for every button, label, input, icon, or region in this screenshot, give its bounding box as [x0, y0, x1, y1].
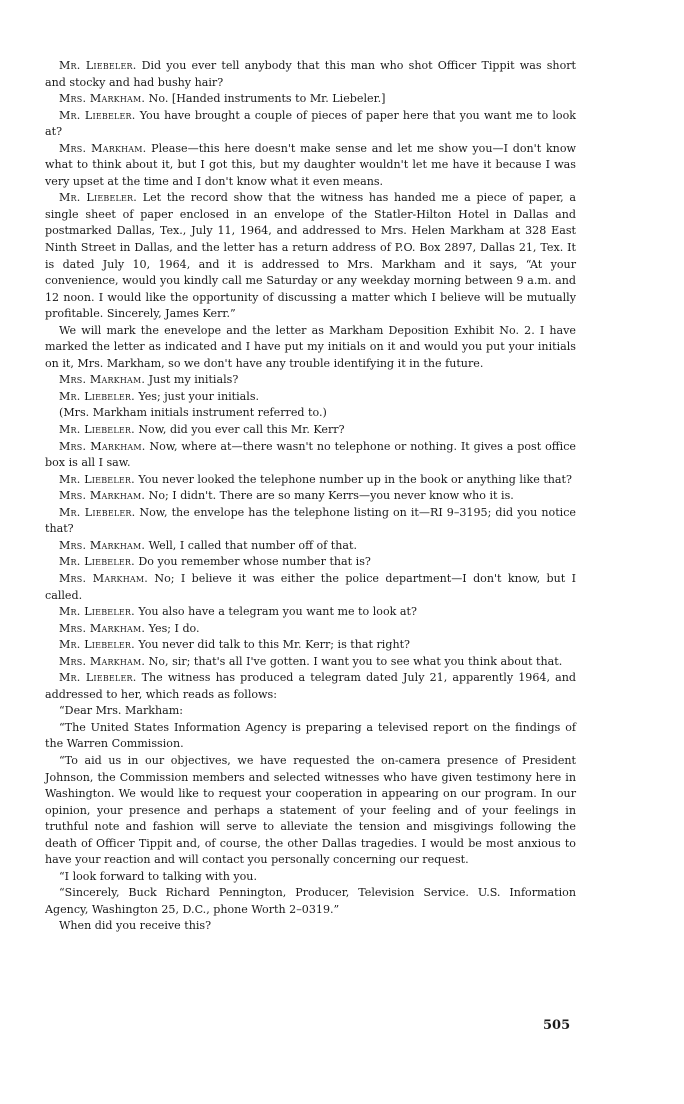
paragraph-text: “Dear Mrs. Markham:: [59, 704, 183, 718]
paragraph: [45, 488, 576, 505]
paragraph: [45, 108, 576, 141]
paragraph-text: (Mrs. Markham initials instrument referred to.): [59, 406, 327, 420]
paragraph: [45, 670, 576, 703]
paragraph: [45, 323, 576, 373]
paragraph-text: You have brought a couple of pieces of paper here that you want me to look at?: [45, 108, 576, 139]
paragraph-text: Please—this here doesn't make sense and let me show you—I don't know what to think about it, but I got this, but my daughter wouldn't let me have it because I was very upset at the time and I don't know what it even means.: [45, 141, 576, 188]
paragraph: [45, 753, 576, 869]
speaker-label: Mr. Liebeler.: [59, 671, 137, 685]
speaker-label: Mrs. Markham.: [59, 373, 146, 387]
paragraph: [45, 621, 576, 638]
speaker-label: Mrs. Markham.: [59, 538, 146, 552]
paragraph: [45, 637, 576, 654]
speaker-label: Mrs. Markham.: [59, 621, 146, 635]
paragraph-text: Now, the envelope has the telephone listing on it—RI 9–3195; did you notice that?: [45, 505, 576, 536]
paragraph: [45, 554, 576, 571]
paragraph: [45, 571, 576, 604]
speaker-label: Mr. Liebeler.: [59, 191, 138, 205]
speaker-label: Mr. Liebeler.: [59, 59, 137, 72]
speaker-label: Mr. Liebeler.: [59, 108, 136, 122]
paragraph: [45, 604, 576, 621]
speaker-label: Mr. Liebeler.: [59, 638, 135, 652]
paragraph: [45, 389, 576, 406]
paragraph-text: Yes; just your initials.: [134, 389, 260, 403]
paragraph: [45, 918, 576, 935]
speaker-label: Mrs. Markham.: [59, 439, 146, 453]
paragraph-text: The witness has produced a telegram dated July 21, apparently 1964, and addressed to her, which reads as follows:: [45, 671, 576, 701]
paragraph: [45, 58, 576, 91]
paragraph: [45, 654, 576, 671]
paragraph-text: No. [Handed instruments to Mr. Liebeler.]: [145, 92, 386, 106]
testimony-body: [45, 58, 576, 935]
paragraph-text: Yes; I do.: [145, 621, 200, 635]
paragraph-text: “I look forward to talking with you.: [59, 869, 257, 883]
paragraph: [45, 538, 576, 555]
paragraph-text: You never looked the telephone number up in the book or anything like that?: [134, 472, 572, 486]
paragraph: [45, 422, 576, 439]
paragraph: [45, 91, 576, 108]
paragraph-text: “To aid us in our objectives, we have requested the on-camera presence of President Johnson, the Commission members and selected witnesses who have given testimony here in Washington. We would like to request your cooperation in appearing on our program. In our opinion, your presence and perhaps a statement of your feeling and of your feelings in truthful note and fashion will serve to alleviate the tension and misgivings following the death of Officer Tippit and, of course, the other Dallas tragedies. I would be most anxious to have your reaction and will contact you personally concerning our request.: [45, 753, 576, 867]
speaker-label: Mrs. Markham.: [59, 489, 146, 503]
paragraph-text: You never did talk to this Mr. Kerr; is that right?: [134, 638, 411, 652]
paragraph: [45, 405, 576, 422]
paragraph-text: No; I didn't. There are so many Kerrs—you never know who it is.: [145, 489, 514, 503]
paragraph-text: Well, I called that number off of that.: [145, 538, 357, 552]
paragraph: [45, 703, 576, 720]
paragraph-text: No, sir; that's all I've gotten. I want you to see what you think about that.: [145, 654, 563, 668]
paragraph: [45, 885, 576, 918]
paragraph: [45, 472, 576, 489]
speaker-label: Mr. Liebeler.: [59, 605, 135, 619]
paragraph-text: You also have a telegram you want me to look at?: [134, 605, 417, 619]
speaker-label: Mr. Liebeler.: [59, 472, 135, 486]
paragraph-text: “Sincerely, Buck Richard Pennington, Producer, Television Service. U.S. Information Agency, Washington 25, D.C., phone Worth 2–0319.”: [45, 886, 576, 916]
speaker-label: Mr. Liebeler.: [59, 423, 135, 437]
paragraph-text: “The United States Information Agency is preparing a televised report on the findings of the Warren Commission.: [45, 720, 576, 751]
paragraph: [45, 190, 576, 322]
speaker-label: Mrs. Markham.: [59, 92, 146, 106]
paragraph: [45, 720, 576, 753]
paragraph-text: No; I believe it was either the police department—I don't know, but I called.: [45, 571, 577, 602]
paragraph: [45, 869, 576, 886]
paragraph: [45, 505, 576, 538]
speaker-label: Mr. Liebeler.: [59, 389, 135, 403]
paragraph: [45, 439, 576, 472]
speaker-label: Mrs. Markham.: [59, 141, 147, 155]
paragraph-text: Now, did you ever call this Mr. Kerr?: [134, 423, 345, 437]
speaker-label: Mrs. Markham.: [59, 654, 146, 668]
paragraph-text: Let the record show that the witness has handed me a piece of paper, a single sheet of paper enclosed in an envelope of the Statler-Hilton Hotel in Dallas and postmarked Dallas, Tex., July 11, 1964, and addressed to Mrs. Helen Markham at 328 East Ninth Street in Dallas, and the letter has a return address of P.O. Box 2897, Dallas 21, Tex. It is dated July 10, 1964, and it is addressed to Mrs. Markham and it says, “At your convenience, would you kindly call me Saturday or any weekday morning between 9 a.m. and 12 noon. I would like the opportunity of discussing a matter which I believe will be mutually profitable. Sincerely, James Kerr.”: [45, 191, 577, 321]
paragraph-text: Do you remember whose number that is?: [134, 555, 371, 569]
speaker-label: Mr. Liebeler.: [59, 505, 136, 519]
page-number: 505: [543, 1018, 571, 1033]
paragraph-text: Just my initials?: [145, 373, 239, 387]
paragraph-text: Now, where at—there wasn't no telephone or nothing. It gives a post office box is all I saw.: [45, 439, 576, 470]
paragraph-text: When did you receive this?: [59, 919, 212, 933]
paragraph: [45, 141, 576, 191]
paragraph-text: Did you ever tell anybody that this man who shot Officer Tippit was short and stocky and had bushy hair?: [45, 59, 577, 89]
paragraph: [45, 372, 576, 389]
paragraph-text: We will mark the enevelope and the letter as Markham Deposition Exhibit No. 2. I have marked the letter as indicated and I have put my initials on it and would you put your initials on it, Mrs. Markham, so we don't have any trouble identifying it in the future.: [45, 323, 576, 370]
speaker-label: Mr. Liebeler.: [59, 555, 135, 569]
speaker-label: Mrs. Markham.: [59, 571, 148, 585]
